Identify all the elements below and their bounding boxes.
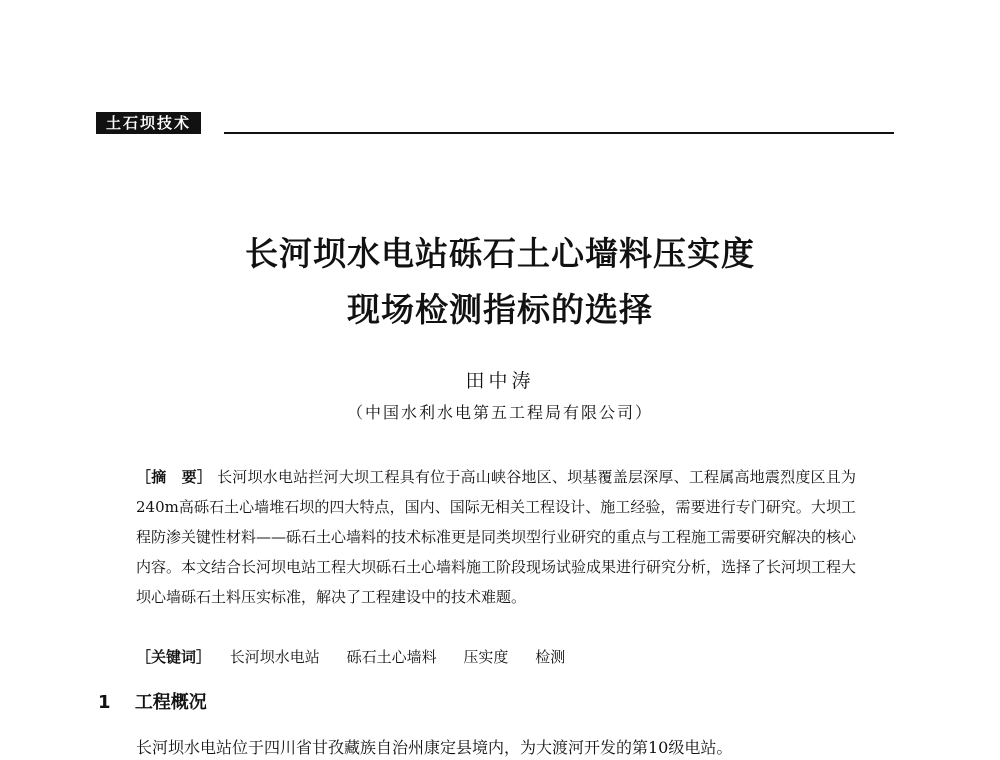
column-header [96, 112, 894, 134]
column-label: 土石坝技术 [96, 112, 201, 134]
section-heading [98, 688, 207, 714]
author-affiliation: （中国水利水电第五工程局有限公司） [346, 403, 653, 422]
author-name: 田中涛 [465, 370, 535, 392]
header-rule [224, 132, 894, 134]
abstract [136, 462, 856, 612]
abstract-label: ［摘 要］ [136, 468, 213, 486]
section-title: 工程概况 [134, 692, 207, 713]
keywords-label: ［关键词］ [136, 648, 212, 666]
keyword-item: 检测 [535, 648, 566, 666]
keywords [136, 645, 856, 669]
keyword-item: 压实度 [463, 648, 509, 666]
section-number: 1 [98, 692, 111, 713]
paper-title-line-1: 长河坝水电站砾石土心墙料压实度 [245, 234, 755, 273]
body-paragraph: 长河坝水电站位于四川省甘孜藏族自治州康定县境内，为大渡河开发的第10级电站。 [136, 738, 733, 757]
keyword-item: 长河坝水电站 [229, 648, 320, 666]
paper-title-line-2: 现场检测指标的选择 [347, 290, 653, 329]
abstract-text: 长河坝水电站拦河大坝工程具有位于高山峡谷地区、坝基覆盖层深厚、工程属高地震烈度区且为240m高砾石土心墙堆石坝的四大特点，国内、国际无相关工程设计、施工经验，需要进行专门研究。大坝工程防渗关键性材料——砾石土心墙料的技术标准更是同类坝型行业研究的重点与工程施工需要研究解决的核心内容。本文结合长河坝电站工程大坝砾石土心墙料施工阶段现场试验成果进行研究分析，选择了长河坝工程大坝心墙砾石土料压实标准，解决了工程建设中的技术难题。 [136, 468, 857, 606]
keyword-item: 砾石土心墙料 [346, 648, 437, 666]
